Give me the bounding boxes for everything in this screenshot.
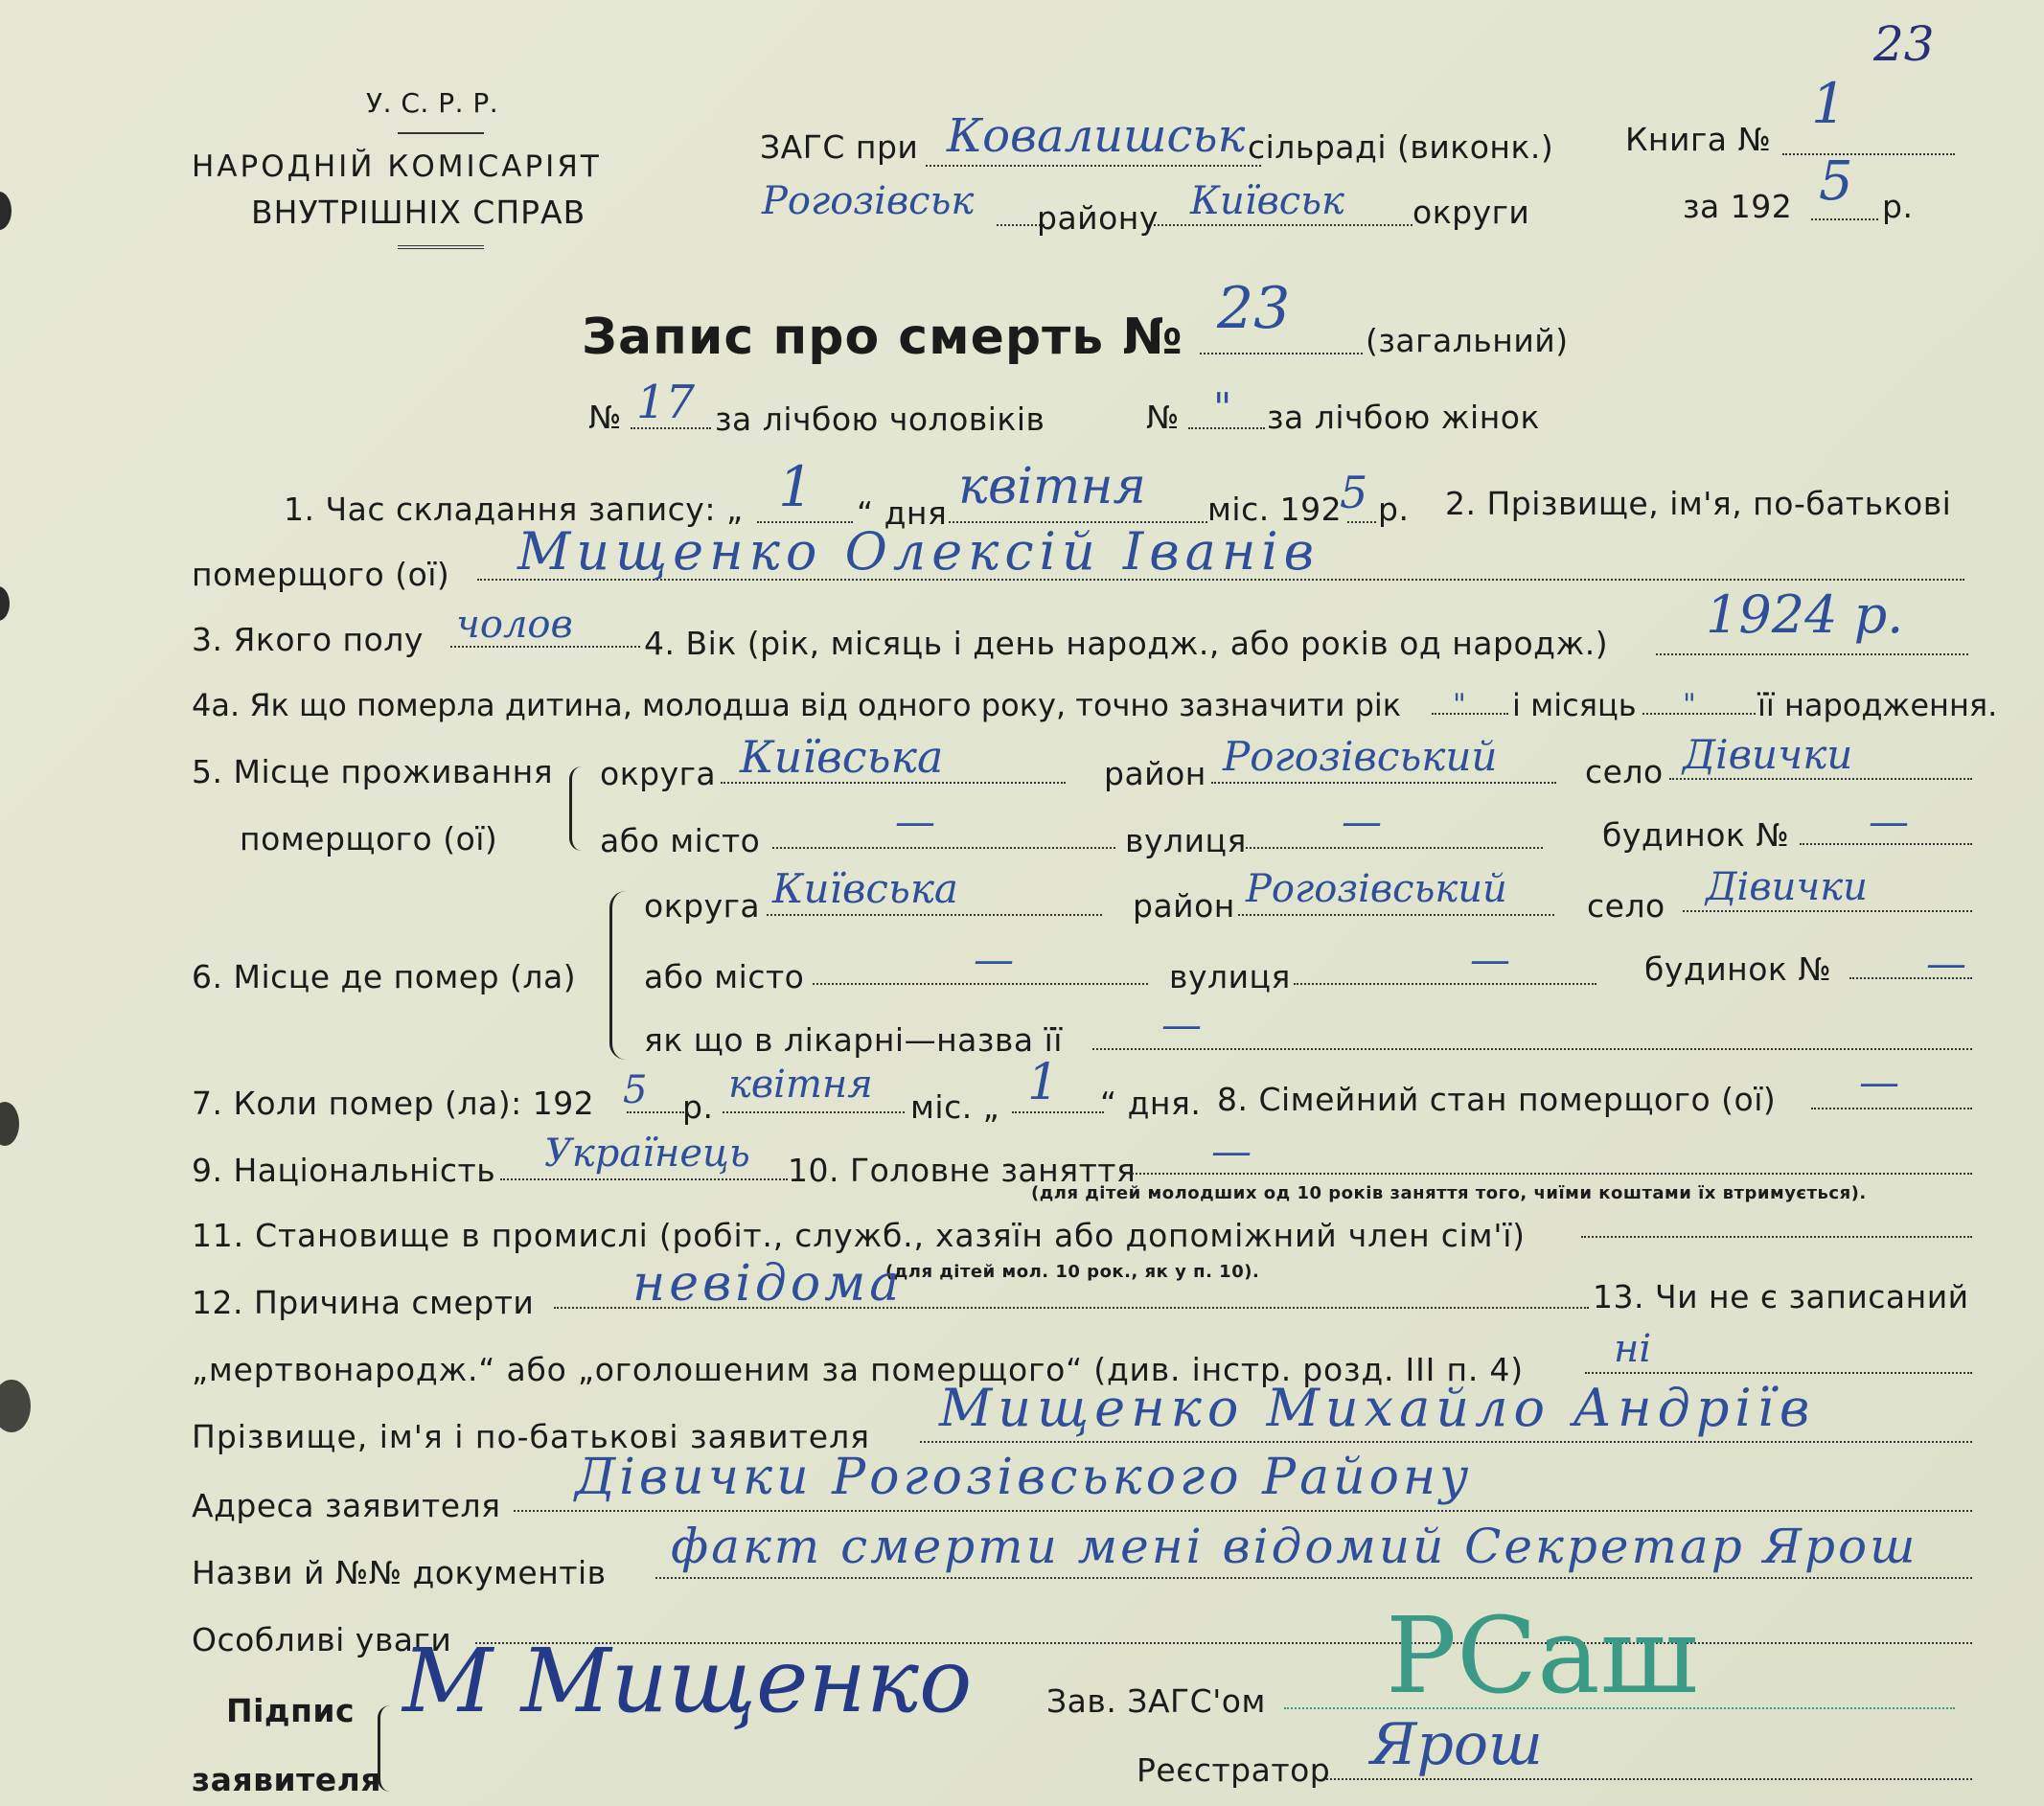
book-value: 1 xyxy=(1811,71,1847,136)
dotted-line xyxy=(1642,713,1756,715)
address-value: Дівички Рогозівського Району xyxy=(575,1449,1473,1506)
dotted-line xyxy=(1782,153,1955,155)
dotted-line xyxy=(1211,782,1556,784)
f6-hospital-label: як що в лікарні—назва її xyxy=(644,1021,1063,1059)
f10-label: 10. Головне заняття xyxy=(788,1152,1137,1189)
book-label: Книга № xyxy=(1625,121,1772,158)
year-label: за 192 xyxy=(1683,188,1793,225)
registrar-signature: Ярош xyxy=(1370,1711,1543,1778)
signature-label1: Підпис xyxy=(226,1692,356,1729)
address-label: Адреса заявителя xyxy=(192,1487,501,1524)
f5-okruga-value: Київська xyxy=(740,731,944,783)
f3-sex-value: чолов xyxy=(456,603,573,647)
f6-budynok-label: будинок № xyxy=(1644,950,1832,988)
dotted-line xyxy=(1811,218,1878,220)
f5-budynok-value: — xyxy=(1869,798,1909,845)
dotted-line xyxy=(723,1111,905,1113)
dotted-line xyxy=(1811,1108,1972,1109)
f11-label: 11. Становище в промислі (робіт., служб., хазяїн або допоміжний член сім'ї) xyxy=(192,1217,1526,1254)
f12-cause-value: невідома xyxy=(632,1255,904,1313)
record-general-label: (загальний) xyxy=(1366,322,1569,359)
f2-deceased-name: Мищенко Олексій Іванів xyxy=(517,521,1321,582)
f1-year-suffix: р. xyxy=(1378,491,1410,528)
f8-value: — xyxy=(1859,1059,1899,1106)
dotted-line xyxy=(1200,353,1363,354)
dotted-line xyxy=(1669,778,1972,780)
f4-label: 4. Вік (рік, місяць і день народж., або років од народж.) xyxy=(644,625,1609,662)
women-num-sign: № xyxy=(1146,399,1180,436)
men-count-label: за лічбою чоловіків xyxy=(715,400,1045,438)
council-label: сільраді (виконк.) xyxy=(1248,128,1554,166)
dotted-line xyxy=(514,1510,1972,1512)
f2-label: 2. Прізвище, ім'я, по-батькові xyxy=(1445,485,1952,522)
f5-raion-label: район xyxy=(1104,755,1206,792)
registrar-label: Реєстратор xyxy=(1137,1751,1331,1789)
dotted-line xyxy=(1154,224,1412,226)
f7-year-suffix: р. xyxy=(682,1088,714,1126)
commissariat-line2: ВНУТРІШНІХ СПРАВ xyxy=(251,194,586,231)
f7-month-value: квітня xyxy=(728,1063,873,1107)
remarks-label: Особливі уваги xyxy=(192,1621,452,1658)
men-num-sign: № xyxy=(588,399,622,436)
documents-value: факт смерти мені відомий Секретар Ярош xyxy=(671,1519,1918,1574)
f5-raion-value: Рогозівський xyxy=(1223,733,1498,780)
f6-vulytsia-value: — xyxy=(1470,936,1510,983)
dotted-line xyxy=(1656,653,1968,655)
f12-label: 12. Причина смерти xyxy=(192,1284,535,1321)
dotted-line xyxy=(655,1577,1972,1579)
dotted-line xyxy=(1294,983,1596,985)
dotted-line xyxy=(767,914,1102,916)
record-number: 23 xyxy=(1217,275,1291,342)
f13-label: 13. Чи не є записаний xyxy=(1593,1278,1969,1315)
dotted-line xyxy=(1092,1048,1972,1050)
brace xyxy=(569,766,582,851)
f5-label2: померщого (ої) xyxy=(240,820,498,857)
f5-label1: 5. Місце проживання xyxy=(192,753,554,790)
f4a-month-value: " xyxy=(1683,688,1696,721)
f6-hospital-value: — xyxy=(1161,1001,1202,1048)
applicant-name-value: Мищенко Михайло Андріїв xyxy=(939,1378,1816,1438)
dotted-line xyxy=(772,847,1115,849)
f7-label: 7. Коли помер (ла): 192 xyxy=(192,1085,595,1122)
punch-hole xyxy=(0,586,10,621)
year-value: 5 xyxy=(1819,150,1853,213)
okruga-value: Київськ xyxy=(1190,179,1344,223)
f1-day-value: 1 xyxy=(778,454,814,519)
f6-misto-label: або місто xyxy=(644,958,805,995)
dotted-line xyxy=(813,983,1148,985)
f7-year-value: 5 xyxy=(623,1068,648,1112)
f5-vulytsia-label: вулиця xyxy=(1125,822,1247,859)
f6-okruga-value: Київська xyxy=(772,865,958,912)
raion-value: Рогозівськ xyxy=(762,179,975,223)
zags-head-signature: РСаш xyxy=(1386,1594,1699,1717)
dotted-line xyxy=(920,1441,1972,1443)
f2-label-cont: померщого (ої) xyxy=(192,556,450,593)
f7-day-suffix: “ дня. xyxy=(1100,1085,1202,1122)
f6-label: 6. Місце де помер (ла) xyxy=(192,958,577,995)
f13-label-cont: „мертвонародж.“ або „оголошеним за померщого“ (див. інстр. розд. III п. 4) xyxy=(192,1351,1524,1388)
punch-hole xyxy=(0,1380,31,1432)
applicant-label: Прізвище, ім'я і по-батькові заявителя xyxy=(192,1418,871,1455)
f6-raion-value: Рогозівський xyxy=(1246,867,1507,911)
dotted-line xyxy=(926,165,1261,167)
dotted-line xyxy=(1432,713,1508,715)
f10-note: (для дітей молодших од 10 років заняття того, чиїми коштами їх втримується). xyxy=(1031,1183,1867,1203)
f10-value: — xyxy=(1211,1128,1252,1175)
zags-head-label: Зав. ЗАГС'ом xyxy=(1046,1682,1266,1720)
f4a-month-label: і місяць xyxy=(1512,687,1637,723)
f11-note: (для дітей мол. 10 рок., як у п. 10). xyxy=(885,1262,1260,1282)
f6-selo-value: Дівички xyxy=(1706,865,1868,909)
f9-nationality-value: Українець xyxy=(544,1132,750,1176)
dotted-line xyxy=(1246,847,1543,849)
f5-vulytsia-value: — xyxy=(1342,798,1382,845)
f8-label: 8. Сімейний стан померщого (ої) xyxy=(1217,1081,1777,1118)
f7-month-suffix: міс. „ xyxy=(910,1088,1000,1126)
divider xyxy=(398,245,484,249)
f4a-year-value: " xyxy=(1453,688,1466,721)
f7-day-value: 1 xyxy=(1027,1054,1060,1111)
year-suffix: р. xyxy=(1882,188,1914,225)
dotted-line xyxy=(500,1178,788,1180)
women-count-value: " xyxy=(1213,384,1232,431)
punch-hole xyxy=(0,192,11,230)
dotted-line xyxy=(1129,1173,1972,1175)
okruga-label: округи xyxy=(1412,194,1530,231)
f6-okruga-label: округа xyxy=(644,887,761,925)
zags-village-value: Ковалишськ xyxy=(947,109,1246,163)
f1-day-suffix: “ дня xyxy=(857,494,948,532)
f4a-label: 4а. Як що померла дитина, молодша від одного року, точно зазначити рік xyxy=(192,687,1402,723)
record-title: Запис про смерть № xyxy=(582,309,1183,366)
f5-selo-value: Дівички xyxy=(1683,731,1853,778)
f4a-suffix: її народження. xyxy=(1757,687,1998,723)
f3-label: 3. Якого полу xyxy=(192,621,424,658)
dotted-line xyxy=(1683,910,1972,912)
dotted-line xyxy=(1347,521,1376,523)
brace xyxy=(378,1705,390,1792)
men-count-value: 17 xyxy=(636,376,696,429)
f1-month-value: квітня xyxy=(958,458,1146,515)
punch-hole xyxy=(0,1102,19,1146)
f6-raion-label: район xyxy=(1133,887,1235,925)
dotted-line xyxy=(1585,1372,1972,1374)
f6-vulytsia-label: вулиця xyxy=(1169,958,1291,995)
republic-label: У. С. Р. Р. xyxy=(366,87,499,119)
signature-label2: заявителя xyxy=(192,1761,382,1798)
f4-age-value: 1924 р. xyxy=(1706,584,1904,645)
women-count-label: за лічбою жінок xyxy=(1267,399,1540,436)
dotted-line xyxy=(1581,1236,1972,1238)
f1-label: 1. Час складання запису: „ xyxy=(284,491,744,528)
f5-misto-value: — xyxy=(895,798,935,845)
brace xyxy=(609,891,626,1060)
f9-label: 9. Національність xyxy=(192,1152,496,1189)
f5-budynok-label: будинок № xyxy=(1602,816,1790,854)
applicant-signature: М Мищенко xyxy=(402,1630,973,1732)
f5-misto-label: або місто xyxy=(600,822,761,859)
f5-okruga-label: округа xyxy=(600,755,717,792)
f6-budynok-value: — xyxy=(1926,940,1966,987)
f13-value: ні xyxy=(1614,1327,1652,1371)
f5-selo-label: село xyxy=(1585,753,1664,790)
divider xyxy=(398,132,484,134)
f1-year-value: 5 xyxy=(1340,467,1368,518)
dotted-line xyxy=(1012,1111,1104,1113)
raion-label: району xyxy=(1037,199,1159,237)
page-number: 23 xyxy=(1873,16,1935,72)
commissariat-line1: НАРОДНІЙ КОМІСАРІЯТ xyxy=(192,149,602,184)
f1-month-suffix: міс. 192 xyxy=(1207,491,1343,528)
f6-misto-value: — xyxy=(974,936,1014,983)
documents-label: Назви й №№ документів xyxy=(192,1554,607,1591)
dotted-line xyxy=(1326,1778,1972,1780)
f6-selo-label: село xyxy=(1587,887,1665,925)
dotted-line xyxy=(1238,914,1554,916)
zags-prefix: ЗАГС при xyxy=(760,128,919,166)
